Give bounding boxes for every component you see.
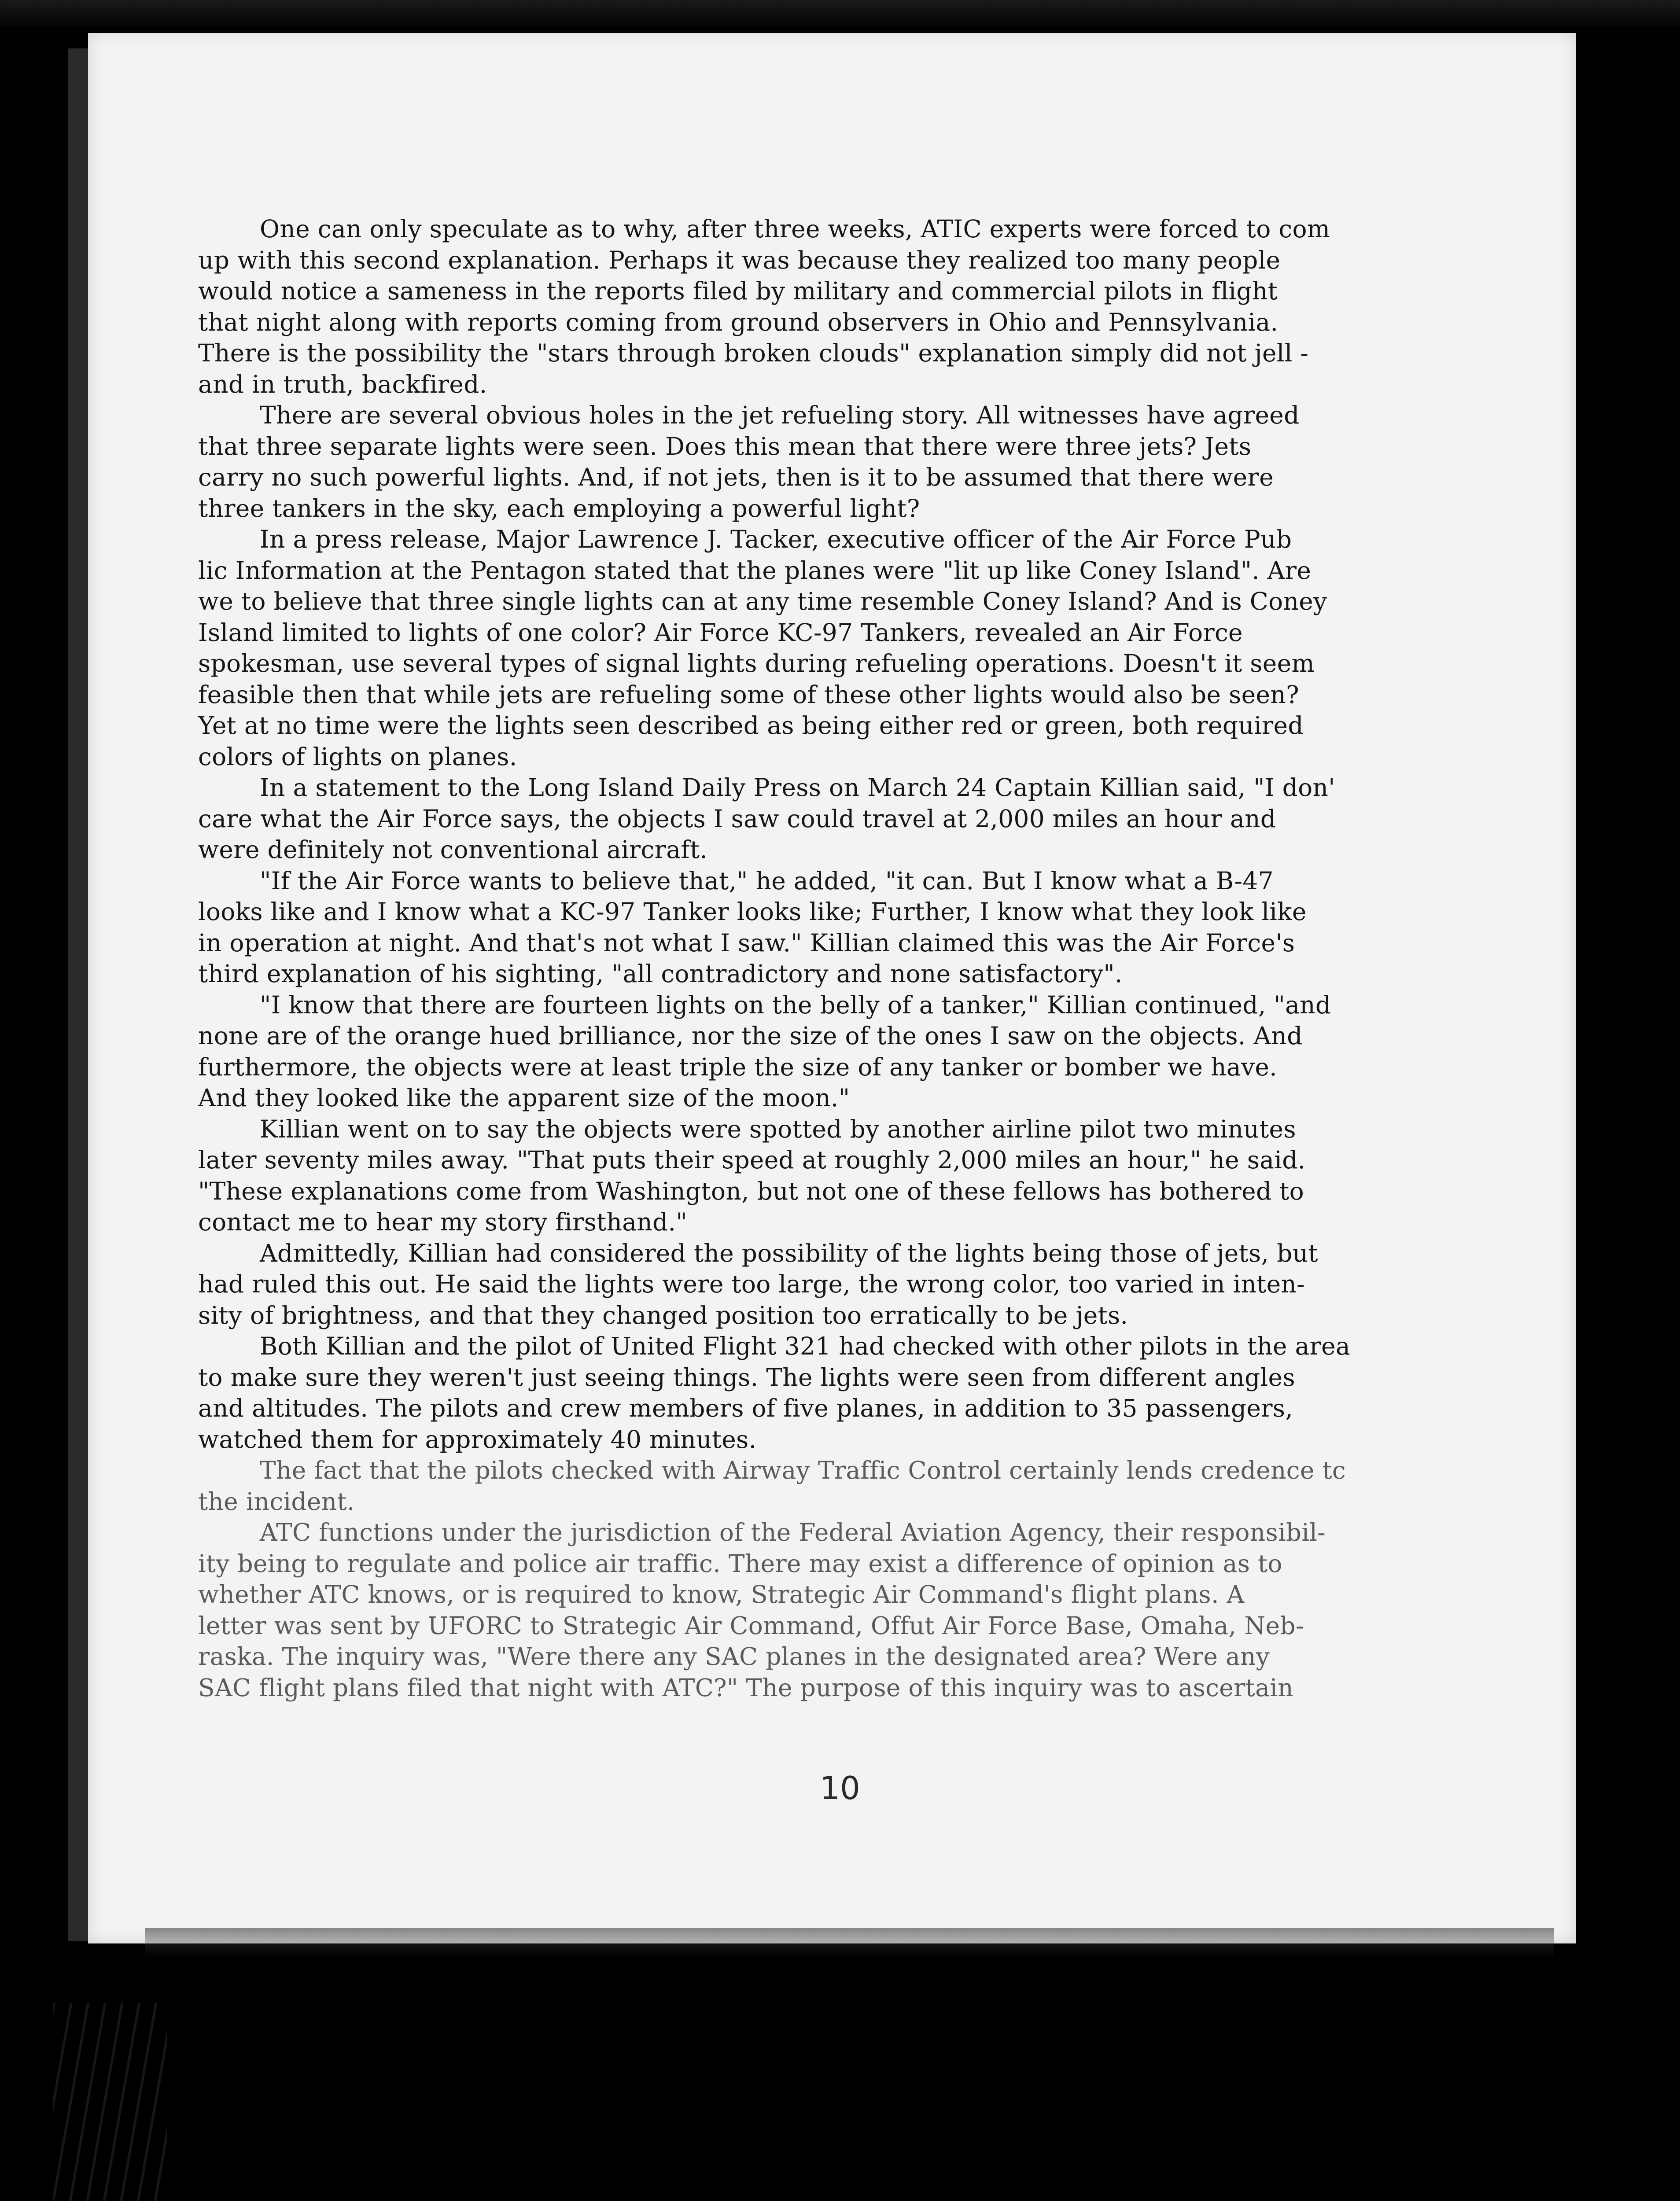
paragraph-8: Admittedly, Killian had considered the possibility of the lights being those of jets, but had ruled this out. He said the lights were too large, the wrong color, too varied in inten- sity of brightness, and that they changed position too erratically to be jets.	[198, 1239, 1318, 1329]
film-scratch	[53, 2003, 167, 2201]
film-streak	[145, 1928, 1554, 1959]
paragraph-5: "If the Air Force wants to believe that," he added, "it can. But I know what a B-47 looks like and I know what a KC-97 Tanker looks like; Further, I know what they look like in operation at night. And that's not what I saw." Killian claimed this was the Air Force's third explanation of his sighting, "all contradictory and none satisfactory".	[198, 866, 1307, 988]
paragraph-7: Killian went on to say the objects were spotted by another airline pilot two minutes later seventy miles away. "That puts their speed at roughly 2,000 miles an hour," he said. "These explanations come from Washington, but not one of these fellows has bothered to contact me to hear my story firsthand."	[198, 1115, 1306, 1236]
page-shadow	[68, 48, 89, 1941]
paragraph-3: In a press release, Major Lawrence J. Tacker, executive officer of the Air Force Pub lic Information at the Pentagon stated that the planes were "lit up like Coney Island". Are we to believe that three single lights can at any time resemble Coney Island? And is Coney Island limited to lights of one color? Air Force KC-97 Tankers, revealed an Air Force spokesman, use several types of signal lights during refueling operations. Doesn't it seem feasible then that while jets are refueling some of these other lights would also be seen? Yet at no time were the lights seen described as being either red or green, both required colors of lights on planes.	[198, 525, 1327, 771]
paragraph-6: "I know that there are fourteen lights on the belly of a tanker," Killian continued, "and none are of the orange hued brilliance, nor the size of the ones I saw on the objects. And furthermore, the objects were at least triple the size of any tanker or bomber we have. And they looked like the apparent size of the moon."	[198, 990, 1331, 1112]
paragraph-1: One can only speculate as to why, after three weeks, ATIC experts were forced to com up with this second explanation. Perhaps it was because they realized too many people would notice a sameness in the reports filed by military and commercial pilots in flight that night along with reports coming from ground observers in Ohio and Pennsylvania. There is the possibility the "stars through broken clouds" explanation simply did not jell - and in truth, backfired.	[198, 215, 1330, 398]
paragraph-2: There are several obvious holes in the jet refueling story. All witnesses have agreed that three separate lights were seen. Does this mean that there were three jets? Jets carry no such powerful lights. And, if not jets, then is it to be assumed that there were three tankers in the sky, each employing a powerful light?	[198, 401, 1300, 523]
paragraph-11: ATC functions under the jurisdiction of the Federal Aviation Agency, their responsibil- ity being to regulate and police air traffic. There may exist a difference of opinion as to whether ATC knows, or is required to know, Strategic Air Command's flight plans. A letter was sent by UFORC to Strategic Air Command, Offut Air Force Base, Omaha, Neb- raska. The inquiry was, "Were there any SAC planes in the designated area? Were any SAC flight plans filed that night with ATC?" The purpose of this inquiry was to ascertain	[198, 1518, 1326, 1702]
paragraph-4: In a statement to the Long Island Daily Press on March 24 Captain Killian said, "I don' care what the Air Force says, the objects I saw could travel at 2,000 miles an hour and were definitely not conventional aircraft.	[198, 773, 1335, 864]
paragraph-10: The fact that the pilots checked with Airway Traffic Control certainly lends credence tc the incident.	[198, 1456, 1346, 1516]
document-body	[198, 213, 1576, 1741]
film-edge	[0, 0, 1680, 26]
page-number: 10	[820, 1770, 860, 1807]
paragraph-9: Both Killian and the pilot of United Flight 321 had checked with other pilots in the area to make sure they weren't just seeing things. The lights were seen from different angles and altitudes. The pilots and crew members of five planes, in addition to 35 passengers, watched them for approximately 40 minutes.	[198, 1332, 1351, 1454]
